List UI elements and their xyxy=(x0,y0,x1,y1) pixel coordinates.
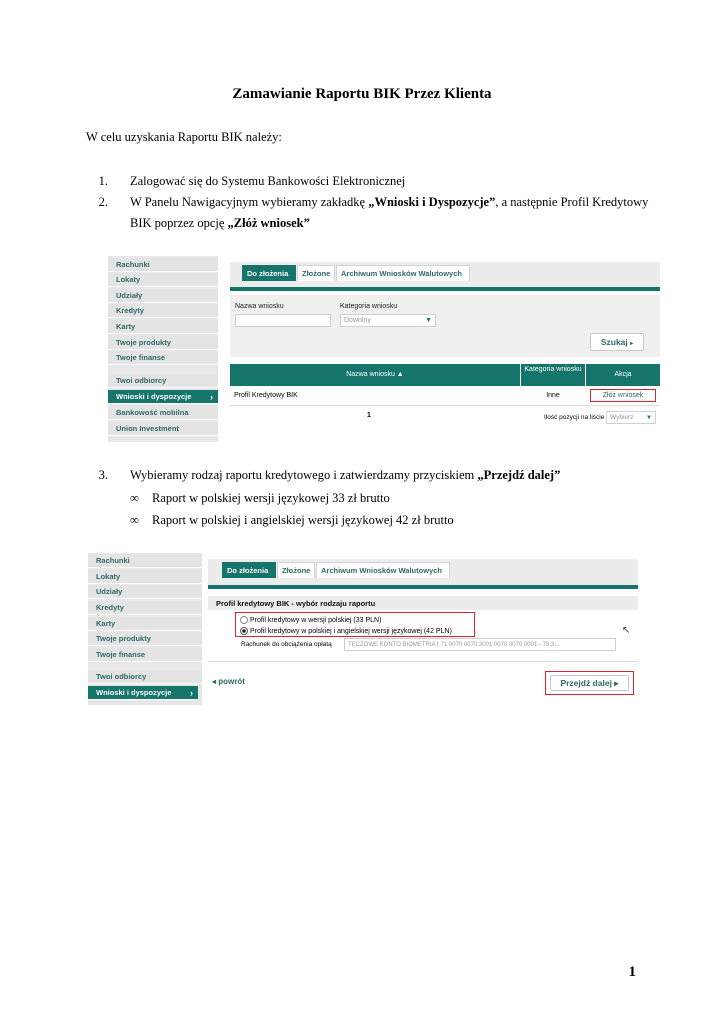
step-text-part: Wybieramy rodzaj raportu kredytowego i zatwierdzamy przyciskiem xyxy=(130,468,478,482)
tab-archiwum[interactable]: Archiwum Wniosków Walutowych xyxy=(336,265,470,281)
nav-item-udzialy[interactable]: Udziały xyxy=(108,289,218,303)
nav-item-wnioski-i-dyspozycje[interactable] xyxy=(108,390,218,404)
step-bold: „Przejdź dalej” xyxy=(477,468,561,482)
step-number: 2. xyxy=(98,195,108,209)
account-label: Rachunek do obciążenia opłatą xyxy=(241,641,332,648)
next-button[interactable]: Przejdź dalej ▸ xyxy=(550,675,629,691)
tab-do-zlozenia[interactable]: Do złożenia xyxy=(222,562,276,578)
radio-label: Profil kredytowy w polskiej i angielskiej wersji językowej (42 PLN) xyxy=(249,627,452,635)
tab-do-zlozenia[interactable]: Do złożenia xyxy=(242,265,296,281)
field-label: Kategoria wniosku xyxy=(340,303,398,310)
next-button-highlight xyxy=(545,671,634,695)
divider xyxy=(208,661,638,662)
column-header-action: Akcja xyxy=(614,371,632,378)
nav-item-union-investment[interactable]: Union Investment xyxy=(108,422,218,436)
arrow-right-icon: ▸ xyxy=(630,341,634,347)
radio-label: Profil kredytowy w wersji polskiej (33 PLN) xyxy=(249,616,382,624)
nav-item-kredyty[interactable]: Kredyty xyxy=(108,304,218,318)
submit-application-link[interactable]: Złóż wniosek xyxy=(590,389,656,402)
step-text xyxy=(130,195,648,210)
field-label: Nazwa wniosku xyxy=(235,303,284,310)
step-number: 3. xyxy=(98,468,108,482)
section-header xyxy=(208,596,638,610)
account-select[interactable] xyxy=(344,638,616,651)
page-number: 1 xyxy=(628,964,636,980)
chevron-right-icon: › xyxy=(210,392,213,402)
navigation-panel xyxy=(108,256,218,442)
application-name-input[interactable] xyxy=(235,314,331,327)
step-bold: „Złóż wniosek” xyxy=(227,216,310,230)
step-3 xyxy=(88,468,668,484)
nav-item-karty[interactable]: Karty xyxy=(108,320,218,334)
intro-text: W celu uzyskania Raportu BIK należy: xyxy=(86,130,282,144)
step-2-line-2 xyxy=(88,216,648,232)
nav-item-twoi-odbiorcy[interactable]: Twoi odbiorcy xyxy=(88,670,202,684)
tabs-bar xyxy=(230,262,660,291)
table-header xyxy=(230,364,660,386)
tabs-bar xyxy=(208,559,638,589)
tab-zlozone[interactable]: Złożone xyxy=(277,562,315,578)
step-text: Zalogować się do Systemu Bankowości Elektronicznej xyxy=(130,174,406,188)
back-link[interactable]: ◂ powrót xyxy=(212,677,245,686)
nav-item-label: Wnioski i dyspozycje xyxy=(96,688,172,697)
pagination-current-page[interactable]: 1 xyxy=(367,412,371,419)
row-name: Profil Kredytowy BIK xyxy=(234,392,298,399)
bullet-text: Raport w polskiej wersji językowej 33 zł brutto xyxy=(152,491,390,505)
category-select[interactable] xyxy=(340,314,436,327)
per-page-label: Ilość pozycji na liście xyxy=(544,414,605,421)
radio-unchecked-icon[interactable] xyxy=(240,616,248,624)
search-form xyxy=(230,295,660,357)
account-select-value: TĘCZOWE KONTO BIOMETRIA ( 71 0070 0070 3001 0070 0070 0001 - 78.3... xyxy=(348,642,560,648)
step-text-part: , a następnie Profil Kredytowy xyxy=(495,195,649,209)
nav-item-rachunki[interactable]: Rachunki xyxy=(108,258,218,272)
per-page-select[interactable] xyxy=(606,411,656,424)
nav-item-twoje-finanse[interactable]: Twoje finanse xyxy=(88,648,202,662)
report-options-group xyxy=(235,612,475,637)
step-text-part: BIK poprzez opcję xyxy=(130,216,228,230)
radio-option-polish[interactable] xyxy=(240,616,381,624)
tab-zlozone[interactable]: Złożone xyxy=(297,265,335,281)
step-text-part: W Panelu Nawigacyjnym wybieramy zakładkę xyxy=(130,195,369,209)
category-select-value: Dowolny xyxy=(344,317,371,324)
row-category: Inne xyxy=(546,392,560,399)
nav-item-wnioski-i-dyspozycje[interactable] xyxy=(88,686,198,700)
nav-item-karty[interactable]: Karty xyxy=(88,617,202,631)
column-header-category: Kategoria wniosku xyxy=(524,366,582,373)
radio-option-polish-english[interactable] xyxy=(240,627,452,635)
step-1 xyxy=(88,174,648,190)
caret-down-icon: ▼ xyxy=(425,317,432,324)
table-row xyxy=(230,387,660,406)
nav-item-label: Wnioski i dyspozycje xyxy=(116,392,192,401)
column-header-name[interactable]: Nazwa wniosku ▲ xyxy=(346,371,404,378)
nav-item-twoje-produkty[interactable]: Twoje produkty xyxy=(108,336,218,350)
step-text xyxy=(130,216,310,231)
nav-item-twoi-odbiorcy[interactable]: Twoi odbiorcy xyxy=(108,374,218,388)
chevron-right-icon: › xyxy=(190,688,193,698)
radio-checked-icon[interactable] xyxy=(240,627,248,635)
section-title: Profil kredytowy BIK - wybór rodzaju raportu xyxy=(216,599,376,608)
nav-item-kredyty[interactable]: Kredyty xyxy=(88,601,202,615)
document-title: Zamawianie Raportu BIK Przez Klienta xyxy=(232,86,492,102)
bullet-text: Raport w polskiej i angielskiej wersji językowej 42 zł brutto xyxy=(152,513,454,527)
per-page-value: Wybierz xyxy=(610,414,634,421)
navigation-panel xyxy=(88,553,202,705)
divider xyxy=(520,364,521,386)
search-button-label: Szukaj xyxy=(600,337,628,347)
nav-item-bankowosc-mobilna[interactable]: Bankowość mobilna xyxy=(108,406,218,420)
nav-item-twoje-finanse[interactable]: Twoje finanse xyxy=(108,351,218,365)
mouse-cursor-icon: ↖ xyxy=(622,625,631,636)
search-button[interactable] xyxy=(590,333,644,351)
step-2 xyxy=(88,195,648,211)
step-text xyxy=(130,468,560,483)
screenshot-application-list xyxy=(108,256,660,442)
nav-item-udzialy[interactable]: Udziały xyxy=(88,585,202,599)
nav-item-rachunki[interactable]: Rachunki xyxy=(88,554,202,568)
nav-item-twoje-produkty[interactable]: Twoje produkty xyxy=(88,632,202,646)
bullet-item xyxy=(130,491,630,507)
screenshot-report-type xyxy=(88,553,640,705)
bullet-symbol: ∞ xyxy=(130,491,139,505)
step-bold: „Wnioski i Dyspozycje” xyxy=(368,195,496,209)
step-number: 1. xyxy=(98,174,108,188)
caret-down-icon: ▼ xyxy=(646,415,652,421)
bullet-symbol: ∞ xyxy=(130,513,139,527)
nav-item-lokaty[interactable]: Lokaty xyxy=(88,570,202,584)
tab-archiwum[interactable]: Archiwum Wniosków Walutowych xyxy=(316,562,450,578)
nav-item-lokaty[interactable]: Lokaty xyxy=(108,273,218,287)
bullet-item xyxy=(130,513,630,529)
